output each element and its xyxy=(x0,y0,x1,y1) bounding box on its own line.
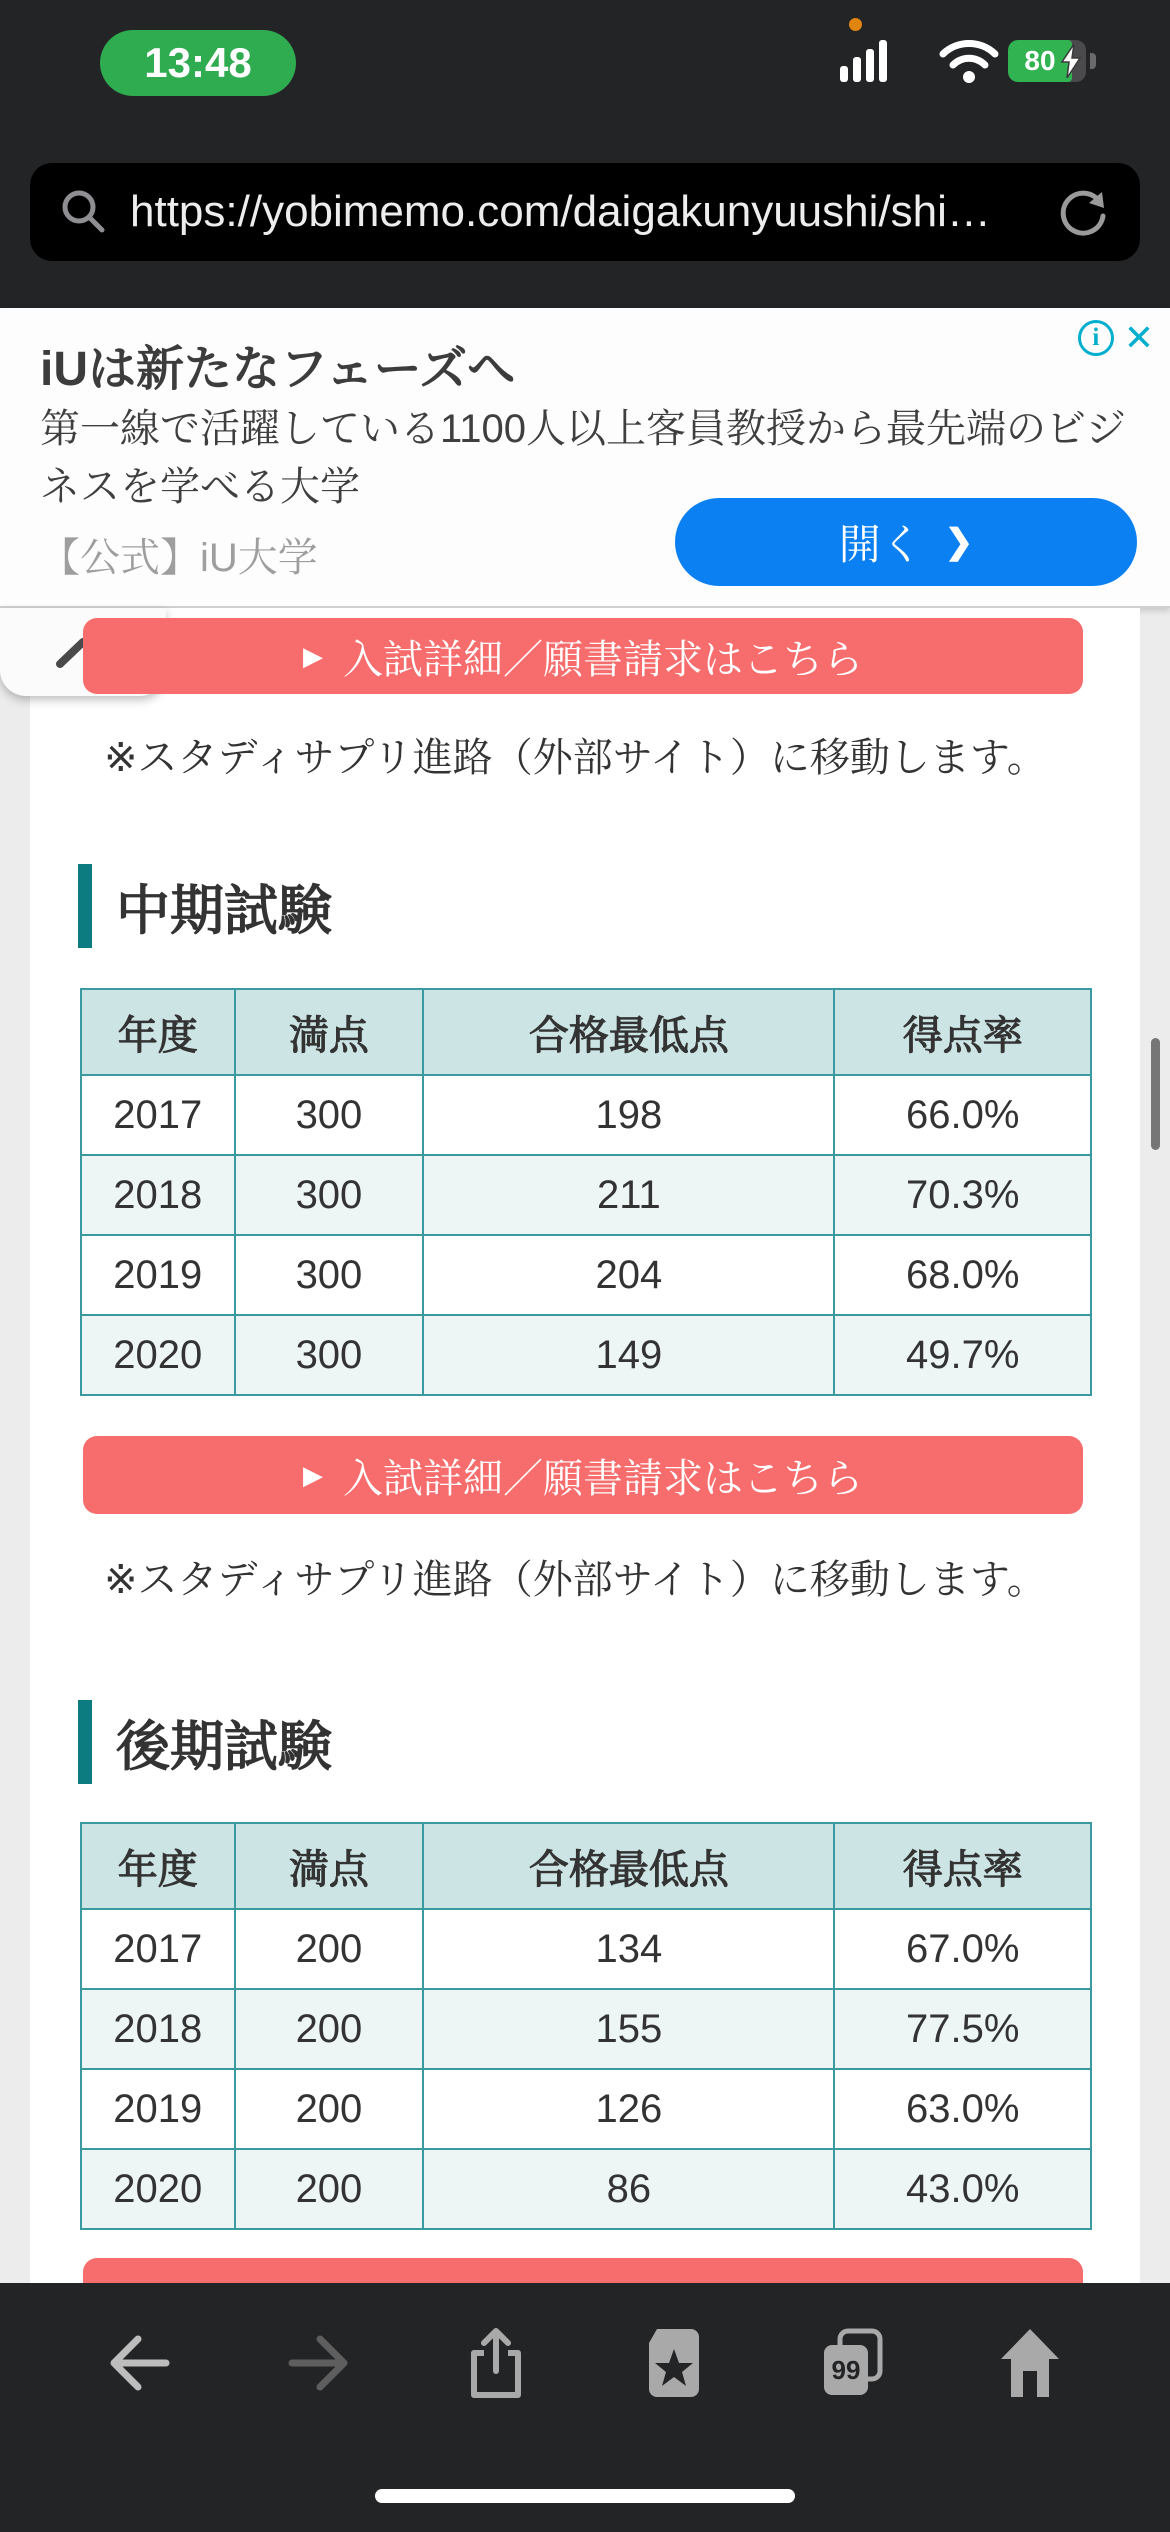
bookmarks-button[interactable] xyxy=(634,2323,714,2403)
table-row xyxy=(81,1075,1091,1155)
column-header: 得点率 xyxy=(834,989,1091,1075)
table-cell: 2017 xyxy=(81,1909,235,1989)
status-bar xyxy=(0,0,1170,308)
battery-icon xyxy=(1008,40,1100,82)
heading-accent-bar xyxy=(78,864,92,948)
external-site-note: ※スタディサプリ進路（外部サイト）に移動します。 xyxy=(104,736,1047,780)
ad-description: 第一線で活躍している1100人以上客員教授から最先端のビジネスを学べる大学 xyxy=(40,407,1127,509)
ad-info-icon[interactable]: i xyxy=(1078,320,1114,356)
charging-bolt-icon xyxy=(1060,44,1082,78)
column-header: 年度 xyxy=(81,1823,235,1909)
ad-open-label: 開く xyxy=(838,521,923,568)
table-header-row xyxy=(81,989,1091,1075)
table-cell: 70.3% xyxy=(834,1155,1091,1235)
score-table-chuuki xyxy=(80,988,1092,1396)
cellular-signal-icon xyxy=(840,40,894,82)
table-cell: 68.0% xyxy=(834,1235,1091,1315)
back-arrow-icon xyxy=(104,2331,176,2395)
time-pill[interactable]: 13:48 xyxy=(100,30,296,96)
battery-percent: 80 xyxy=(1008,40,1072,82)
url-text[interactable]: https://yobimemo.com/daigakunyuushi/shi… xyxy=(130,187,991,236)
table-cell: 200 xyxy=(235,2149,424,2229)
share-button[interactable] xyxy=(456,2323,536,2403)
home-icon xyxy=(997,2327,1063,2399)
inquiry-button-partial[interactable] xyxy=(83,2258,1083,2283)
search-icon xyxy=(58,186,110,238)
table-cell: 63.0% xyxy=(834,2069,1091,2149)
table-cell: 2020 xyxy=(81,1315,235,1395)
table-header-row xyxy=(81,1823,1091,1909)
inquiry-button-label: 入試詳細／願書請求はこちら xyxy=(343,1456,863,1501)
table-cell: 2018 xyxy=(81,1155,235,1235)
table-cell: 300 xyxy=(235,1315,424,1395)
table-cell: 155 xyxy=(423,1989,834,2069)
reload-icon[interactable] xyxy=(1056,184,1112,240)
table-cell: 300 xyxy=(235,1155,424,1235)
table-row xyxy=(81,1155,1091,1235)
section-heading-chuuki xyxy=(78,864,332,948)
table-cell: 200 xyxy=(235,2069,424,2149)
table-cell: 67.0% xyxy=(834,1909,1091,1989)
table-cell: 300 xyxy=(235,1235,424,1315)
ad-banner[interactable] xyxy=(0,308,1170,608)
table-cell: 134 xyxy=(423,1909,834,1989)
home-indicator[interactable] xyxy=(375,2489,795,2503)
table-cell: 211 xyxy=(423,1155,834,1235)
back-button[interactable] xyxy=(100,2323,180,2403)
table-cell: 2019 xyxy=(81,1235,235,1315)
table-row xyxy=(81,2149,1091,2229)
table-cell: 2020 xyxy=(81,2149,235,2229)
table-row xyxy=(81,2069,1091,2149)
table-cell: 86 xyxy=(423,2149,834,2229)
section-heading-kouki xyxy=(78,1700,332,1784)
wifi-icon xyxy=(938,38,1000,89)
table-row xyxy=(81,1315,1091,1395)
table-cell: 300 xyxy=(235,1075,424,1155)
table-cell: 2019 xyxy=(81,2069,235,2149)
table-cell: 2018 xyxy=(81,1989,235,2069)
table-row xyxy=(81,1989,1091,2069)
triangle-right-icon: ▶ xyxy=(303,640,323,671)
table-cell: 149 xyxy=(423,1315,834,1395)
ad-headline[interactable]: iUは新たなフェーズへ xyxy=(40,343,516,396)
triangle-right-icon: ▶ xyxy=(303,1459,323,1490)
table-row xyxy=(81,1909,1091,1989)
table-row xyxy=(81,1235,1091,1315)
table-cell: 66.0% xyxy=(834,1075,1091,1155)
ad-sponsor-label: 【公式】iU大学 xyxy=(40,536,318,580)
home-button[interactable] xyxy=(990,2323,1070,2403)
external-site-note: ※スタディサプリ進路（外部サイト）に移動します。 xyxy=(104,1558,1047,1602)
table-cell: 43.0% xyxy=(834,2149,1091,2229)
share-icon xyxy=(464,2325,528,2401)
section-title: 中期試験 xyxy=(116,880,332,941)
inquiry-button[interactable] xyxy=(83,1436,1083,1514)
bookmarks-icon xyxy=(643,2327,705,2399)
column-header: 満点 xyxy=(235,1823,424,1909)
microphone-indicator-dot xyxy=(849,18,862,31)
table-cell: 49.7% xyxy=(834,1315,1091,1395)
column-header: 得点率 xyxy=(834,1823,1091,1909)
url-bar[interactable] xyxy=(30,163,1140,261)
tabs-button[interactable] xyxy=(812,2323,892,2403)
heading-accent-bar xyxy=(78,1700,92,1784)
table-cell: 2017 xyxy=(81,1075,235,1155)
tabs-icon xyxy=(818,2327,886,2399)
table-cell: 200 xyxy=(235,1989,424,2069)
scrollbar-thumb[interactable] xyxy=(1151,1038,1160,1150)
ad-close-icon[interactable]: ✕ xyxy=(1123,317,1154,358)
forward-button[interactable] xyxy=(278,2323,358,2403)
column-header: 合格最低点 xyxy=(423,1823,834,1909)
table-cell: 200 xyxy=(235,1909,424,1989)
table-cell: 198 xyxy=(423,1075,834,1155)
table-cell: 204 xyxy=(423,1235,834,1315)
table-cell: 77.5% xyxy=(834,1989,1091,2069)
forward-arrow-icon xyxy=(282,2331,354,2395)
inquiry-button-label: 入試詳細／願書請求はこちら xyxy=(343,637,863,682)
chevron-right-icon: ❯ xyxy=(944,523,974,561)
column-header: 満点 xyxy=(235,989,424,1075)
column-header: 合格最低点 xyxy=(423,989,834,1075)
ad-open-button[interactable] xyxy=(675,498,1137,586)
score-table-kouki xyxy=(80,1822,1092,2230)
table-cell: 126 xyxy=(423,2069,834,2149)
section-title: 後期試験 xyxy=(116,1716,332,1777)
inquiry-button[interactable] xyxy=(83,618,1083,694)
tab-count: 99 xyxy=(831,2355,861,2385)
column-header: 年度 xyxy=(81,989,235,1075)
